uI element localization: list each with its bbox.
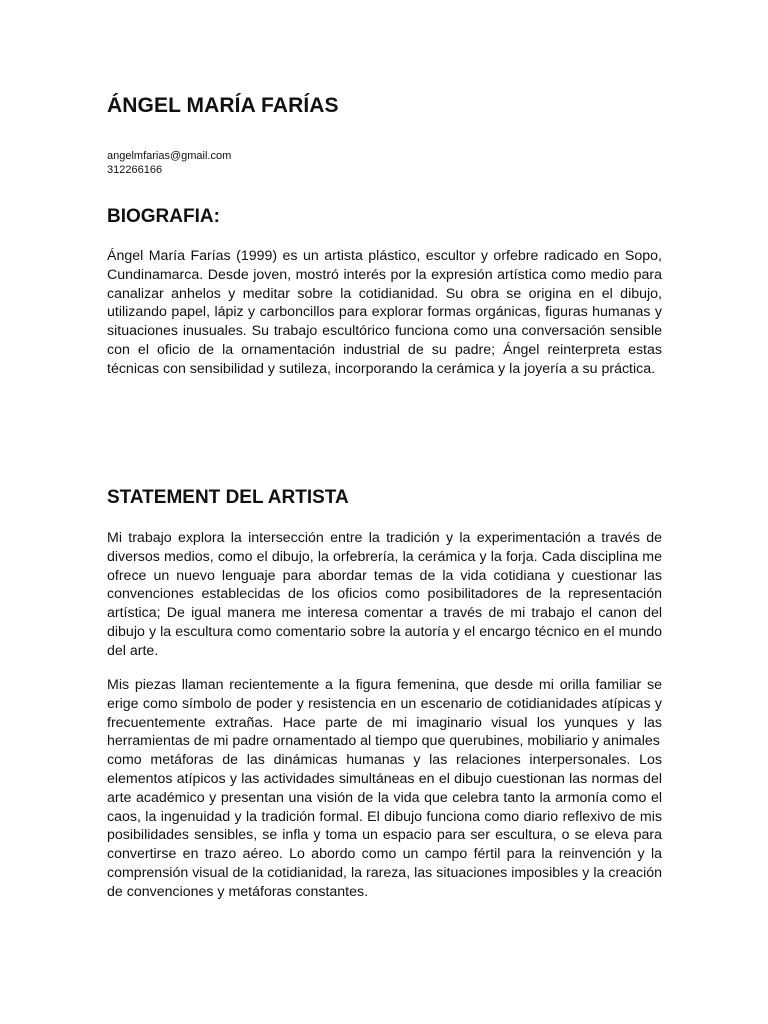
statement-paragraph-1: Mi trabajo explora la intersección entre la tradición y la experimentación a través de diversos medios, como el dibujo, la orfebrería, la cerámica y la forja. Cada disciplina me ofrece un nuevo lenguaje para abordar temas de la vida cotidiana y cuestionar las convenciones establecidas de los oficios como posibilitadores de la representación artística; De igual manera me interesa comentar a través de mi trabajo el canon del dibujo y la escultura como comentario sobre la autoría y el encargo técnico en el mundo del arte. [107,530,662,659]
phone-text: 312266166 [107,164,163,176]
biografia-heading: BIOGRAFIA: [107,206,220,227]
email-text: angelmfarias@gmail.com [107,150,232,162]
statement-heading: STATEMENT DEL ARTISTA [107,487,349,508]
contact-block [107,149,231,177]
statement-paragraph-2: Mis piezas llaman recientemente a la figura femenina, que desde mi orilla familiar se erige como símbolo de poder y resistencia en un escenario de cotidianidades atípicas y frecuentemente extrañas. Hace parte de mi imaginario visual los yunques y las herramientas de mi padre ornamentado al tiempo que querubines, mobiliario y animales como metáforas de las dinámicas humanas y las relaciones interpersonales. Los elementos atípicos y las actividades simultáneas en el dibujo cuestionan las normas del arte académico y presentan una visión de la vida que celebra tanto la armonía como el caos, la ingenuidad y la tradición formal. El dibujo funciona como diario reflexivo de mis posibilidades sensibles, se infla y toma un espacio para ser escultura, o se eleva para convertirse en trazo aéreo. Lo abordo como un campo fértil para la reinvención y la comprensión visual de la cotidianidad, la rareza, las situaciones imposibles y la creación de convenciones y metáforas constantes. [107,677,662,900]
artist-name-heading: ÁNGEL MARÍA FARÍAS [107,94,339,117]
biografia-paragraph: Ángel María Farías (1999) es un artista plástico, escultor y orfebre radicado en Sopo, Cundinamarca. Desde joven, mostró interés por la expresión artística como medio para canalizar anhelos y meditar sobre la cotidianidad. Su obra se origina en el dibujo, utilizando papel, lápiz y carboncillos para explorar formas orgánicas, figuras humanas y situaciones inusuales. Su trabajo escultórico funciona como una conversación sensible con el oficio de la ornamentación industrial de su padre; Ángel reinterpreta estas técnicas con sensibilidad y sutileza, incorporando la cerámica y la joyería a su práctica. [107,248,662,377]
